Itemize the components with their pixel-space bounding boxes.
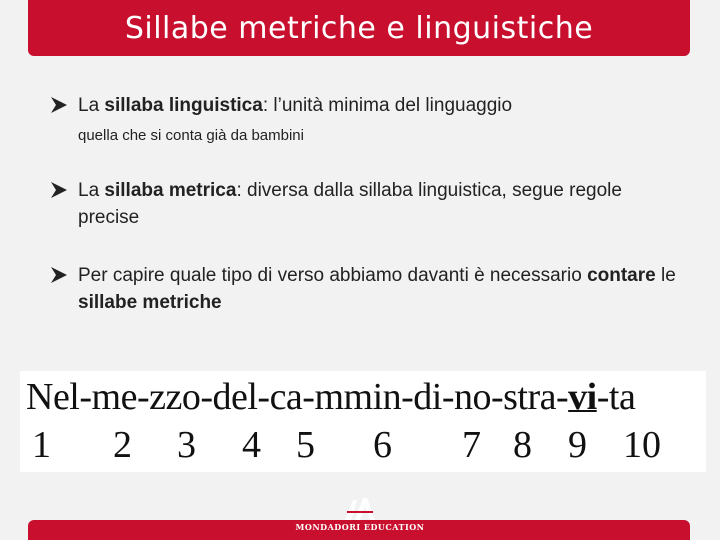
publisher-logo-text: MONDADORI EDUCATION bbox=[295, 522, 425, 532]
bullet-subtext: quella che si conta già da bambini bbox=[78, 127, 304, 144]
syllable-count-row bbox=[20, 423, 706, 467]
bullet-text: Per capire quale tipo di verso abbiamo davanti è necessario contare le sillabe metriche bbox=[78, 265, 676, 313]
publisher-logo bbox=[270, 497, 450, 540]
syllable-number: 7 bbox=[462, 424, 481, 466]
verse-syllables: Nel-me-zzo-del-ca-mmin-di-no-stra-vi-ta bbox=[26, 376, 636, 418]
syllable-number: 3 bbox=[177, 424, 196, 466]
arrow-bullet-icon bbox=[48, 179, 70, 201]
bullet-item-metric bbox=[48, 177, 688, 231]
stressed-syllable: vi bbox=[568, 376, 597, 418]
syllable-number: 2 bbox=[113, 424, 132, 466]
title-bar bbox=[28, 0, 690, 56]
bullet-text: La sillaba metrica: diversa dalla sillaba linguistica, segue regole precise bbox=[78, 180, 622, 228]
syllable-number: 5 bbox=[296, 424, 315, 466]
arrow-bullet-icon bbox=[48, 264, 70, 286]
bullet-item-linguistic bbox=[48, 92, 688, 147]
syllable-number: 4 bbox=[242, 424, 261, 466]
arrow-bullet-icon bbox=[48, 94, 70, 116]
syllable-number: 6 bbox=[373, 424, 392, 466]
syllable-number: 1 bbox=[32, 424, 51, 466]
publisher-logo-icon bbox=[343, 497, 377, 521]
syllable-number: 10 bbox=[623, 424, 661, 466]
syllable-number: 9 bbox=[568, 424, 587, 466]
verse-example-image bbox=[20, 371, 706, 472]
bullet-text: La sillaba linguistica: l’unità minima del linguaggio bbox=[78, 95, 513, 116]
slide-title: Sillabe metriche e linguistiche bbox=[124, 10, 594, 46]
syllable-number: 8 bbox=[513, 424, 532, 466]
bullet-item-counting bbox=[48, 262, 688, 316]
